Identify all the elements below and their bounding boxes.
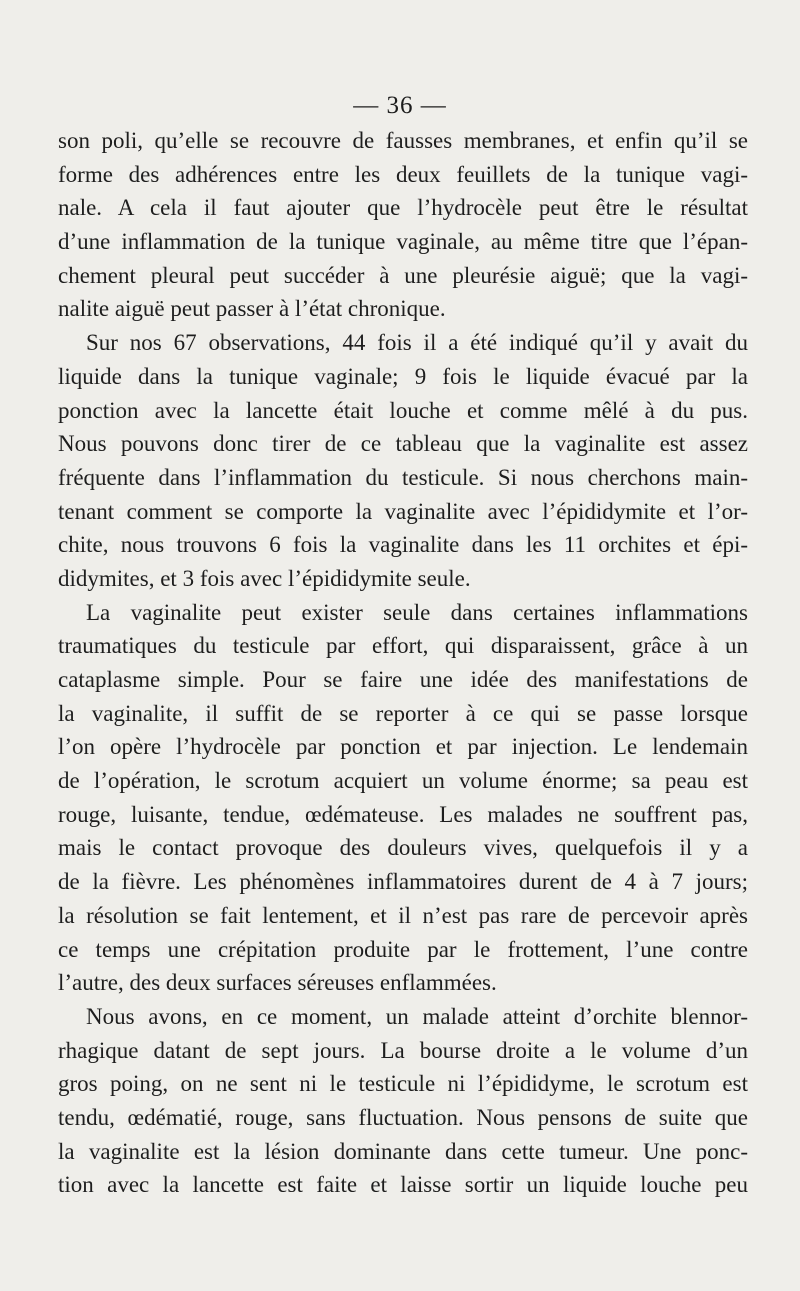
text-line: tion avec la lancette est faite et laisse sortir un liquide louche peu [58,1172,748,1198]
paragraph-3 [58,596,748,1000]
text-line: rouge, luisante, tendue, œdémateuse. Les malades ne souffrent pas, [58,801,748,827]
text-line: la vaginalite est la lésion dominante dans cette tumeur. Une ponc- [58,1138,748,1164]
text-line: mais le contact provoque des douleurs vives, quelquefois il y a [58,835,748,861]
text-line: traumatiques du testicule par effort, qui disparaissent, grâce à un [58,633,748,659]
text-line: didymites, et 3 fois avec l’épididymite seule. [58,565,471,591]
text-line: l’on opère l’hydrocèle par ponction et par injection. Le lendemain [58,734,748,760]
text-line: cataplasme simple. Pour se faire une idée des manifestations de [58,667,748,692]
text-line: la vaginalite, il suffit de se reporter à ce qui se passe lorsque [58,700,748,726]
body-text [58,124,748,1202]
text-line: de l’opération, le scrotum acquiert un volume énorme; sa peau est [58,768,748,794]
text-line: tenant comment se comporte la vaginalite avec l’épididymite et l’or- [58,498,748,524]
text-line: chite, nous trouvons 6 fois la vaginalite dans les 11 orchites et épi- [58,532,748,558]
page-number: — 36 — [353,92,447,119]
paragraph-2 [58,326,748,596]
text-line: de la fièvre. Les phénomènes inflammatoires durent de 4 à 7 jours; [58,869,748,895]
text-line: liquide dans la tunique vaginale; 9 fois le liquide évacué par la [58,363,748,389]
text-line: Sur nos 67 observations, 44 fois il a été indiqué qu’il y avait du [86,330,748,356]
text-line: ponction avec la lancette était louche et comme mêlé à du pus. [58,397,748,423]
text-line: nalite aiguë peut passer à l’état chronique. [58,296,446,322]
text-line: l’autre, des deux surfaces séreuses enflammées. [58,970,497,996]
text-line: La vaginalite peut exister seule dans certaines inflammations [86,599,748,625]
text-line: d’une inflammation de la tunique vaginale, au même titre que l’épan- [58,229,748,255]
text-line: ce temps une crépitation produite par le frottement, l’une contre [58,936,748,962]
paragraph-4 [58,1000,748,1202]
text-line: nale. A cela il faut ajouter que l’hydrocèle peut être le résultat [58,195,748,221]
text-line: son poli, qu’elle se recouvre de fausses membranes, et enfin qu’il se [58,128,748,153]
text-line: rhagique datant de sept jours. La bourse droite a le volume d’un [58,1037,748,1063]
text-line: forme des adhérences entre les deux feuillets de la tunique vagi- [58,161,748,187]
text-line: gros poing, on ne sent ni le testicule ni l’épididyme, le scrotum est [58,1071,748,1097]
text-line: Nous pouvons donc tirer de ce tableau que la vaginalite est assez [58,431,748,457]
text-line: fréquente dans l’inflammation du testicule. Si nous cherchons main- [58,464,748,490]
text-line: tendu, œdématié, rouge, sans fluctuation. Nous pensons de suite que [58,1104,748,1130]
text-line: la résolution se fait lentement, et il n’est pas rare de percevoir après [58,902,748,928]
text-line: Nous avons, en ce moment, un malade atteint d’orchite blennor- [86,1003,748,1029]
paragraph-1 [58,124,748,326]
text-line: chement pleural peut succéder à une pleurésie aiguë; que la vagi- [58,262,748,288]
